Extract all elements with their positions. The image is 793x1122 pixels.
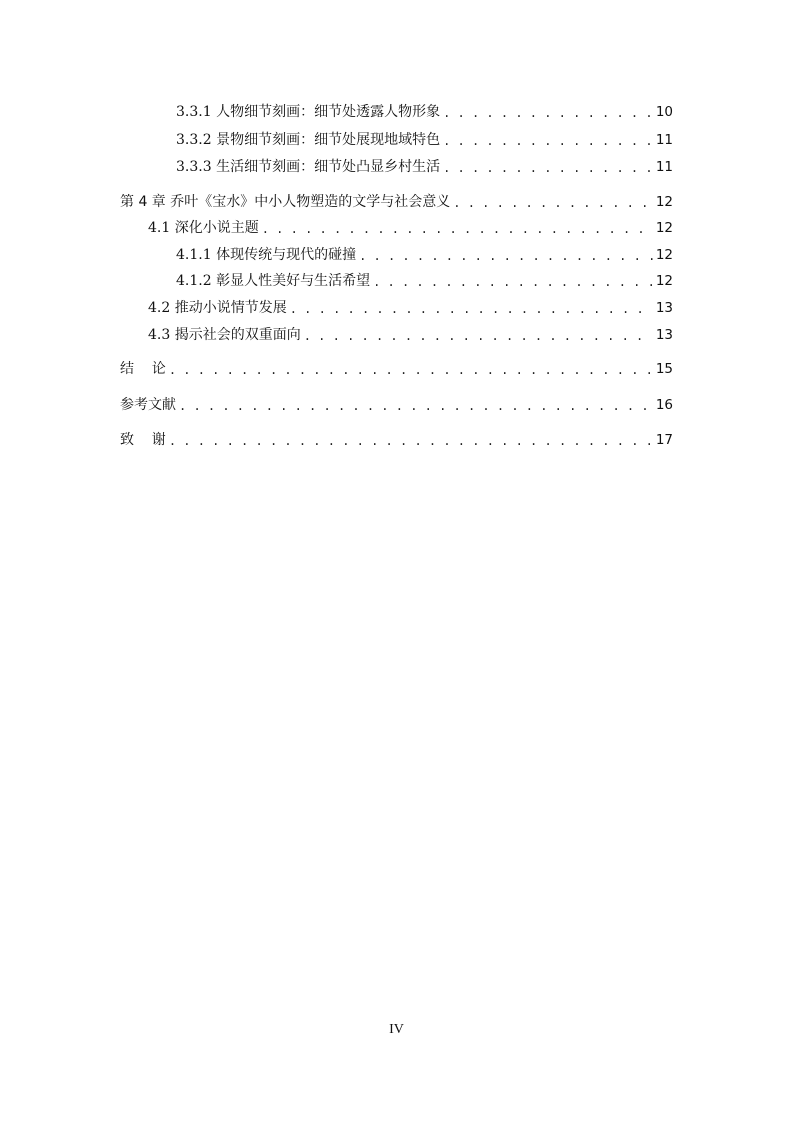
toc-entry-title: 4.2 推动小说情节发展 [148, 300, 287, 316]
toc-dot-leader [443, 132, 653, 150]
toc-entry-page: 16 [655, 397, 673, 413]
toc-entry[interactable] [176, 241, 673, 265]
toc-entry[interactable] [148, 294, 673, 318]
toc-entry-title: 致 谢 [120, 432, 166, 448]
toc-dot-leader [179, 397, 653, 415]
toc-entry-page: 17 [655, 432, 673, 448]
toc-entry-page: 12 [655, 220, 673, 236]
toc-entry[interactable] [176, 126, 673, 150]
toc-dot-leader [359, 247, 653, 265]
toc-entry-page: 12 [655, 273, 673, 289]
toc-entry-page: 12 [655, 194, 673, 210]
toc-entry[interactable] [148, 214, 673, 238]
toc-dot-leader [290, 300, 653, 318]
toc-entry-page: 11 [655, 159, 673, 175]
toc-entry-conclusion[interactable] [120, 355, 673, 379]
toc-entry-page: 12 [655, 247, 673, 263]
toc-entry-page: 10 [655, 104, 673, 120]
toc-dot-leader [304, 327, 653, 345]
toc-entry-page: 13 [655, 300, 673, 316]
toc-entry[interactable] [176, 267, 673, 291]
toc-dot-leader [169, 361, 653, 379]
toc-entry-references[interactable] [120, 391, 673, 415]
toc-entry-page: 15 [655, 361, 673, 377]
toc-dot-leader [443, 159, 653, 177]
toc-entry[interactable] [148, 321, 673, 345]
toc-entry-title: 结 论 [120, 361, 166, 377]
toc-entry-chapter[interactable] [120, 188, 673, 212]
page-number-footer: IV [389, 1022, 404, 1037]
toc-entry-page: 11 [655, 132, 673, 148]
toc-entry-title: 3.3.1 人物细节刻画：细节处透露人物形象 [176, 104, 441, 120]
toc-dot-leader [169, 432, 653, 450]
toc-entry-title: 3.3.2 景物细节刻画：细节处展现地域特色 [176, 132, 441, 148]
toc-entry-title: 4.1.2 彰显人性美好与生活希望 [176, 273, 371, 289]
toc-entry-title: 4.3 揭示社会的双重面向 [148, 327, 301, 343]
toc-entry-title: 3.3.3 生活细节刻画：细节处凸显乡村生活 [176, 159, 441, 175]
toc-entry-title: 第 4 章 乔叶《宝水》中小人物塑造的文学与社会意义 [120, 194, 451, 210]
toc-entry[interactable] [176, 98, 673, 122]
toc-entry-acknowledgements[interactable] [120, 426, 673, 450]
toc-entry-page: 13 [655, 327, 673, 343]
toc-dot-leader [443, 104, 653, 122]
toc-entry-title: 4.1 深化小说主题 [148, 220, 259, 236]
toc-dot-leader [453, 194, 653, 212]
toc-entry[interactable] [176, 153, 673, 177]
toc-dot-leader [262, 220, 653, 238]
toc-entry-title: 参考文献 [120, 397, 176, 413]
toc-entry-title: 4.1.1 体现传统与现代的碰撞 [176, 247, 357, 263]
toc-dot-leader [373, 273, 653, 291]
